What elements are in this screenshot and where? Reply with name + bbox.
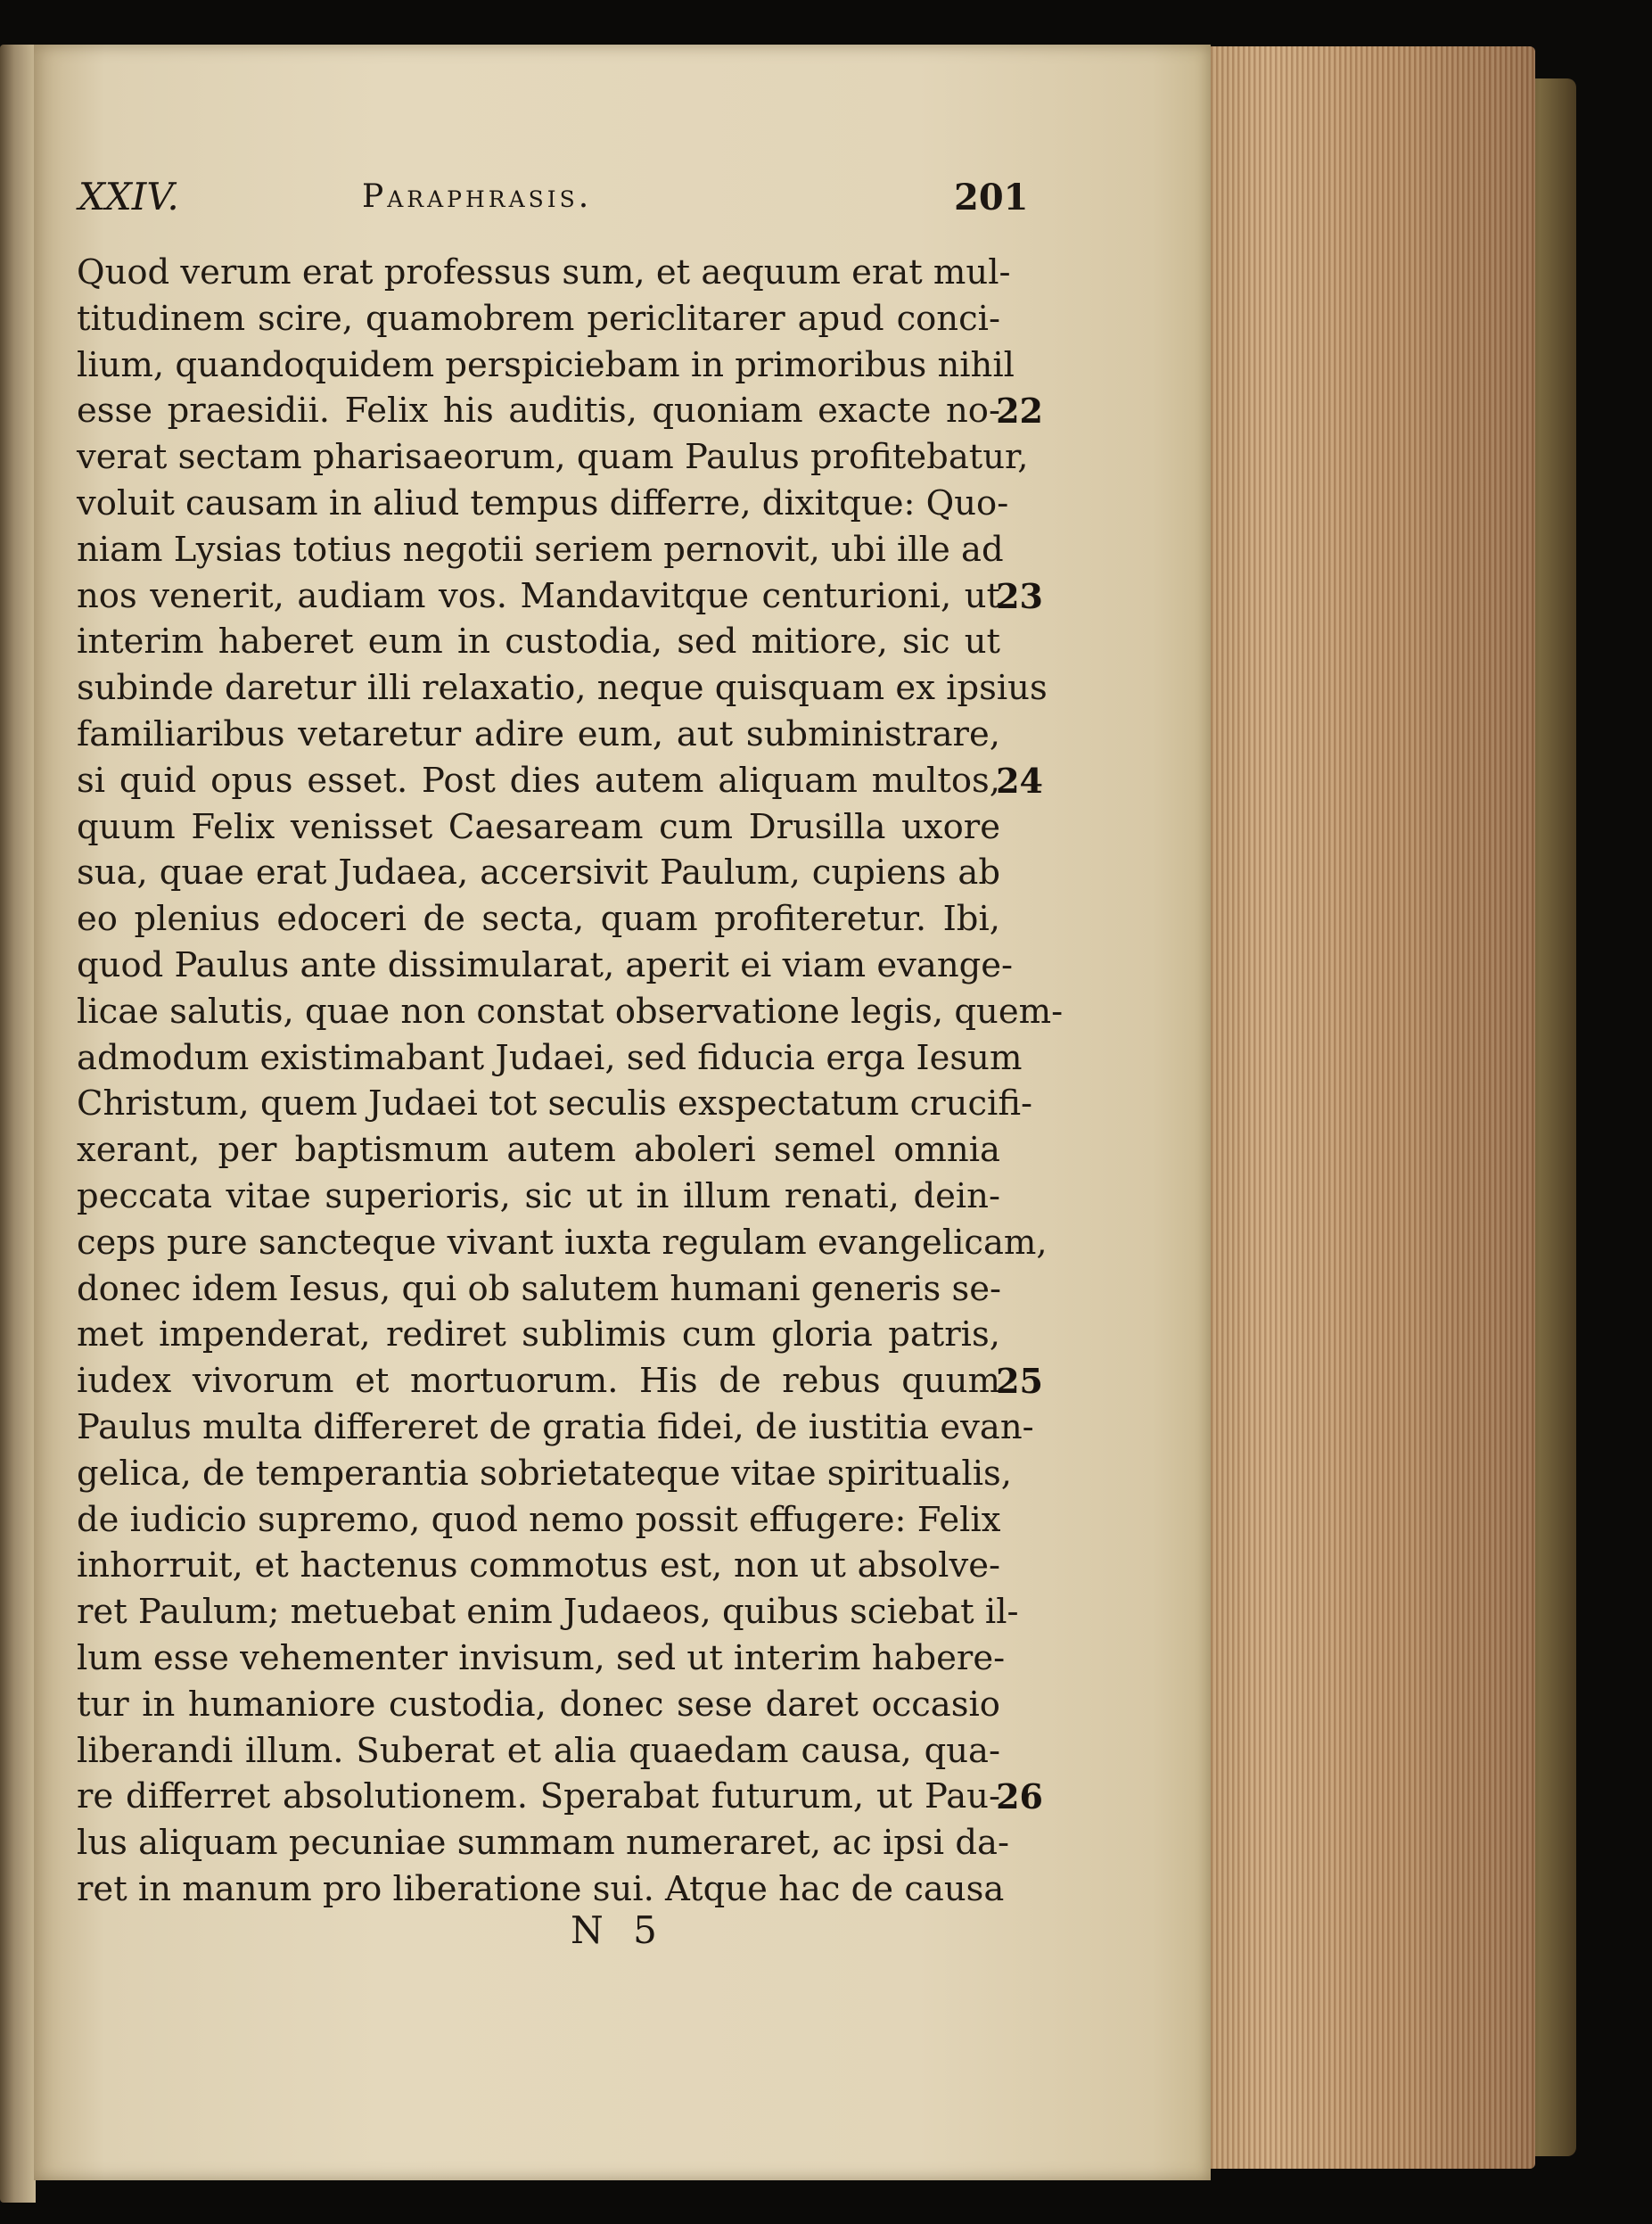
running-title: Paraphrasis.: [362, 178, 593, 215]
text-line-content: Christum, quem Judaei tot seculis exspectatum crucifi-: [77, 1083, 1033, 1124]
text-line: [77, 1035, 1023, 1082]
text-line-content: Quod verum erat professus sum, et aequum erat mul-: [77, 252, 1011, 292]
text-line: [77, 758, 1043, 804]
text-line: [77, 989, 1064, 1035]
text-line-content: verat sectam pharisaeorum, quam Paulus profitebatur,: [77, 437, 1029, 478]
text-line-content: met impenderat, rediret sublimis cum gloria patris,: [77, 1314, 1000, 1355]
text-line-content: xerant, per baptismum autem aboleri semel omnia: [77, 1130, 1000, 1171]
text-line: [77, 896, 1000, 943]
text-line: [77, 434, 1029, 481]
text-line: [77, 1774, 1043, 1820]
text-line: [77, 1312, 1000, 1358]
text-line: [77, 388, 1043, 434]
text-line-content: titudinem scire, quamobrem periclitarer apud conci-: [77, 298, 1000, 339]
text-line-content: si quid opus esset. Post dies autem aliquam multos,: [77, 760, 1000, 801]
text-line-content: quod Paulus ante dissimularat, aperit ei viam evange-: [77, 944, 1014, 985]
text-line: [77, 1820, 1009, 1866]
text-line-content: interim haberet eum in custodia, sed mitiore, sic ut: [77, 622, 1000, 663]
text-line-content: sua, quae erat Judaea, accersivit Paulum, cupiens ab: [77, 853, 1000, 894]
text-line: [77, 1728, 1000, 1775]
text-line-content: iudex vivorum et mortuorum. His de rebus quum: [77, 1361, 1000, 1402]
text-line: [77, 1589, 1019, 1635]
text-line-content: ret in manum pro liberatione sui. Atque hac de causa: [77, 1868, 1005, 1909]
text-line: [77, 573, 1043, 620]
text-line: [77, 1081, 1033, 1127]
text-line-content: re differret absolutionem. Sperabat futurum, ut Pau-: [77, 1776, 1000, 1817]
text-line-content: gelica, de temperantia sobrietateque vitae spiritualis,: [77, 1453, 1013, 1494]
text-line: [77, 1451, 1013, 1497]
left-page-edge: [0, 45, 36, 2203]
text-line-content: voluit causam in aliud tempus differre, dixitque: Quo-: [77, 482, 1009, 523]
page-fore-edge: [1205, 46, 1535, 2169]
text-line-content: esse praesidii. Felix his auditis, quoniam exacte no-: [77, 391, 1000, 432]
text-line-content: nos venerit, audiam vos. Mandavitque centurioni, ut: [77, 575, 1000, 616]
text-line-content: subinde daretur illi relaxatio, neque quisquam ex ipsius: [77, 668, 1048, 709]
text-line: [77, 1266, 1000, 1313]
text-line-content: familiaribus vetaretur adire eum, aut subministrare,: [77, 713, 1000, 754]
text-line: [77, 1220, 1048, 1266]
signature-mark: N 5: [571, 1908, 666, 1952]
text-line-content: quum Felix venisset Caesaream cum Drusilla uxore: [77, 806, 1000, 847]
text-line: [77, 1404, 1034, 1451]
text-line-content: de iudicio supremo, quod nemo possit effugere: Felix: [77, 1499, 1001, 1540]
verse-number: 26: [996, 1776, 1043, 1817]
verse-number: 25: [996, 1361, 1043, 1402]
page-header: [78, 175, 1029, 237]
text-line-content: eo plenius edoceri de secta, quam profiteretur. Ibi,: [77, 899, 1000, 940]
text-line-content: ceps pure sancteque vivant iuxta regulam evangelicam,: [77, 1222, 1048, 1263]
text-line-content: inhorruit, et hactenus commotus est, non ut absolve-: [77, 1545, 1000, 1586]
verse-number: 23: [996, 575, 1043, 616]
text-line: [77, 250, 1011, 296]
page-number: 201: [954, 177, 1029, 218]
text-line-content: liberandi illum. Suberat et alia quaedam causa, qua-: [77, 1730, 1000, 1771]
verse-number: 24: [996, 760, 1043, 801]
text-line: [77, 1543, 1000, 1589]
text-line: [77, 296, 1000, 342]
text-line-content: lium, quandoquidem perspiciebam in primoribus nihil: [77, 344, 1015, 385]
text-line-content: niam Lysias totius negotii seriem pernovit, ubi ille ad: [77, 529, 1004, 570]
text-line: [77, 1682, 1000, 1728]
text-line: [77, 850, 1000, 896]
text-line: [77, 1174, 1000, 1220]
text-line-content: licae salutis, quae non constat observatione legis, quem-: [77, 991, 1064, 1032]
text-line-content: admodum existimabant Judaei, sed fiducia erga Iesum: [77, 1037, 1023, 1078]
text-line: [77, 1866, 1005, 1913]
verse-number: 22: [996, 391, 1043, 432]
text-line: [77, 712, 1000, 758]
text-line: [77, 1497, 1000, 1544]
text-line: [77, 342, 1015, 389]
text-line-content: lus aliquam pecuniae summam numeraret, ac ipsi da-: [77, 1823, 1009, 1864]
text-line: [77, 1127, 1000, 1174]
text-line: [77, 1358, 1043, 1404]
text-line-content: ret Paulum; metuebat enim Judaeos, quibus sciebat il-: [77, 1592, 1019, 1633]
body-text: [77, 250, 1064, 1913]
text-line: [77, 804, 1000, 851]
text-line-content: lum esse vehementer invisum, sed ut interim habere-: [77, 1637, 1006, 1678]
chapter-mark: XXIV.: [78, 175, 179, 218]
text-line: [77, 527, 1004, 573]
text-line: [77, 481, 1009, 527]
text-line-content: peccata vitae superioris, sic ut in illum renati, dein-: [77, 1175, 1000, 1216]
text-line: [77, 1635, 1006, 1682]
text-line-content: tur in humaniore custodia, donec sese daret occasio: [77, 1684, 1000, 1725]
text-line-content: Paulus multa differeret de gratia fidei, de iustitia evan-: [77, 1406, 1034, 1447]
text-line-content: donec idem Iesus, qui ob salutem humani generis se-: [77, 1268, 1002, 1309]
text-line: [77, 943, 1014, 989]
text-line: [77, 665, 1048, 712]
text-line: [77, 619, 1000, 665]
